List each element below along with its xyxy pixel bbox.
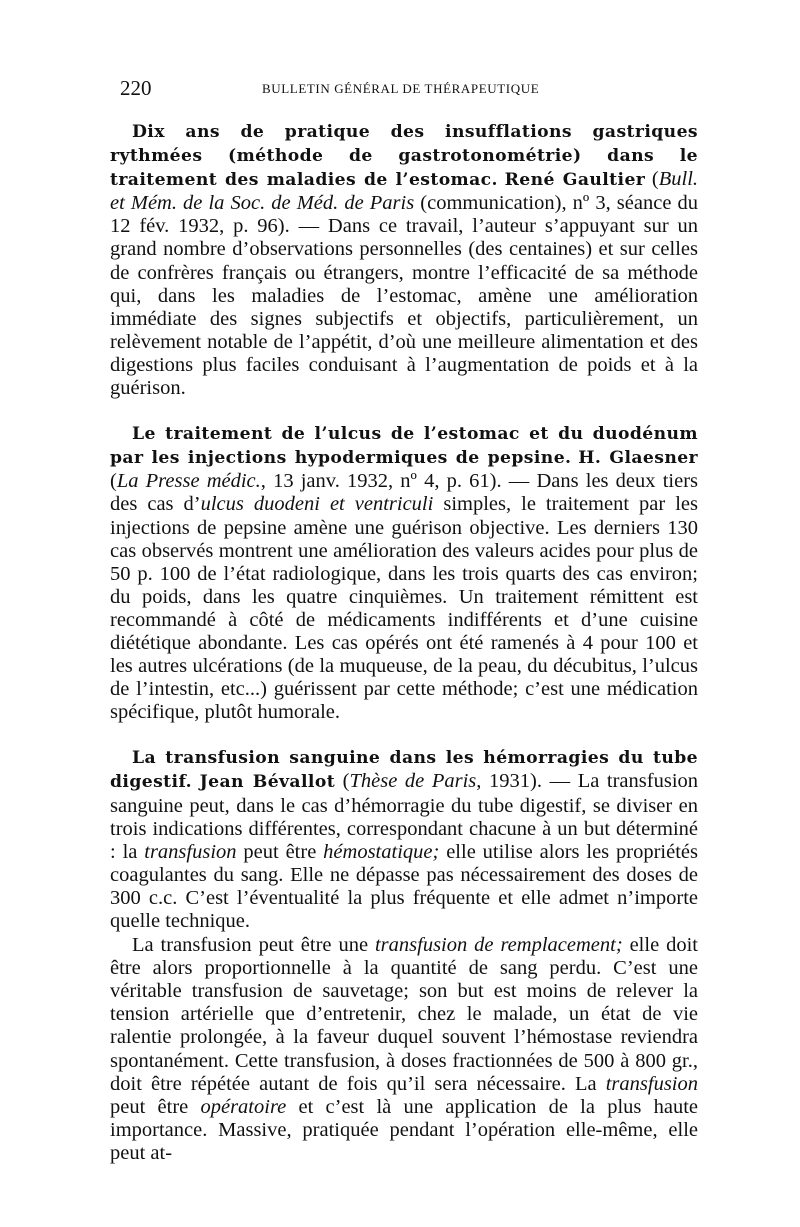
article-transfusion [110,746,698,1165]
article-paragraph [110,746,698,933]
article-ulcus [110,422,698,724]
running-title: BULLETIN GÉNÉRAL DE THÉRAPEUTIQUE [262,81,540,96]
article-body: La transfusion peut être une [132,934,375,957]
body-italic: opératoire [200,1095,287,1118]
article-title: Le traitement de l’ulcus de l’estomac et du duodénum par les injections hypodermiques de pepsine. [110,424,698,469]
source-details: , 1931). [476,770,542,793]
body-italic: hémostatique; [323,840,440,863]
article-source: La Presse médic. [116,470,261,493]
article-body: elle utilise alors les propriétés coagulantes du sang. Elle ne dépasse pas nécessairement des doses de 300 c.c. C’est l’éventualité la plus fréquente et elle admet n’importe quelle technique. [110,840,698,932]
article-body: simples, le traitement par les injections de pepsine amène une guérison objective. Les derniers 130 cas observés montrent une amélioration des valeurs acides pour plus de 50 p. 100 de l’état radiologique, dans les trois quarts des cas environ; du poids, dans les quatre cinquièmes. Un traitement rémittent est recommandé à côté de médicaments indifférents et d’une cuisine diététique abondante. Les cas opérés ont été ramenés à 4 pour 100 et les autres ulcérations (de la muqueuse, de la peau, du décubitus, l’ulcus de l’intestin, etc...) guérissent par cette méthode; c’est une médication spécifique, plutôt humorale. [110,493,698,724]
article-paragraph [110,422,698,724]
article-body: et c’est là une application de la plus haute importance. Massive, pratiquée pendant l’opération elle-même, elle peut at- [110,1095,699,1164]
article-body: elle doit être alors proportionnelle à la quantité de sang perdu. C’est une véritable transfusion de sauvetage; son but est moins de relever la tension artérielle que d’entretenir, chez le malade, un état de vie ralentie prolongée, à la faveur duquel souvent l’hémostase reviendra spontanément. Cette transfusion, à doses fractionnées de 500 à 800 gr., doit être répétée autant de fois qu’il sera nécessaire. La [110,934,698,1095]
article-body: peut être [110,1095,201,1118]
article-source: Bull. et Mém. de la Soc. de Méd. de Paris [110,168,699,215]
article-body: — Dans les deux tiers des cas d’ [110,470,698,516]
source-open: ( [335,770,350,793]
article-author: Jean Bévallot [199,772,336,793]
source-details: , 13 janv. 1932, nº 4, p. 61). [260,470,502,493]
article-title: La transfusion sanguine dans les hémorragies du tube digestif. [110,748,698,793]
source-details: (communication), nº 3, séance du 12 fév. 1932, p. 96). [110,192,698,238]
source-open: ( [110,470,117,493]
article-body: peut être [236,840,324,863]
article-source: Thèse de Paris [349,770,477,793]
body-italic: transfusion [605,1072,698,1095]
article-body: — Dans ce travail, l’auteur s’appuyant sur un grand nombre d’observations personnelles (des centaines) et sur celles de confrères français ou étrangers, montre l’efficacité de sa méthode qui, dans les maladies de l’estomac, amène une amélioration immédiate des signes subjectifs et objectifs, particulièrement, un relèvement notable de l’appétit, d’où une meilleure alimentation et des digestions plus faciles conduisant à l’augmentation de poids et à la guérison. [110,215,699,400]
article-paragraph [110,120,698,400]
article-author: H. Glaesner [578,448,699,469]
page-header [112,74,697,102]
article-body: — La transfusion sanguine peut, dans le cas d’hémorragie du tube digestif, se diviser en trois indications différentes, correspondant chacune à un but déterminé : la [110,770,699,863]
article-list [110,120,698,1187]
body-italic: transfusion [144,840,237,863]
body-italic: ulcus duodeni et ventriculi [200,493,434,516]
page-number: 220 [120,76,152,100]
article-title: Dix ans de pratique des insufflations gastriques rythmées (méthode de gastrotonométrie) dans le traitement des maladies de l’estomac. [110,122,698,191]
source-open: ( [645,168,659,191]
article-author: René Gaultier [504,170,646,191]
article-paragraph [110,934,698,1165]
article-insufflations [110,120,698,400]
body-italic: transfusion de remplacement; [374,934,623,957]
